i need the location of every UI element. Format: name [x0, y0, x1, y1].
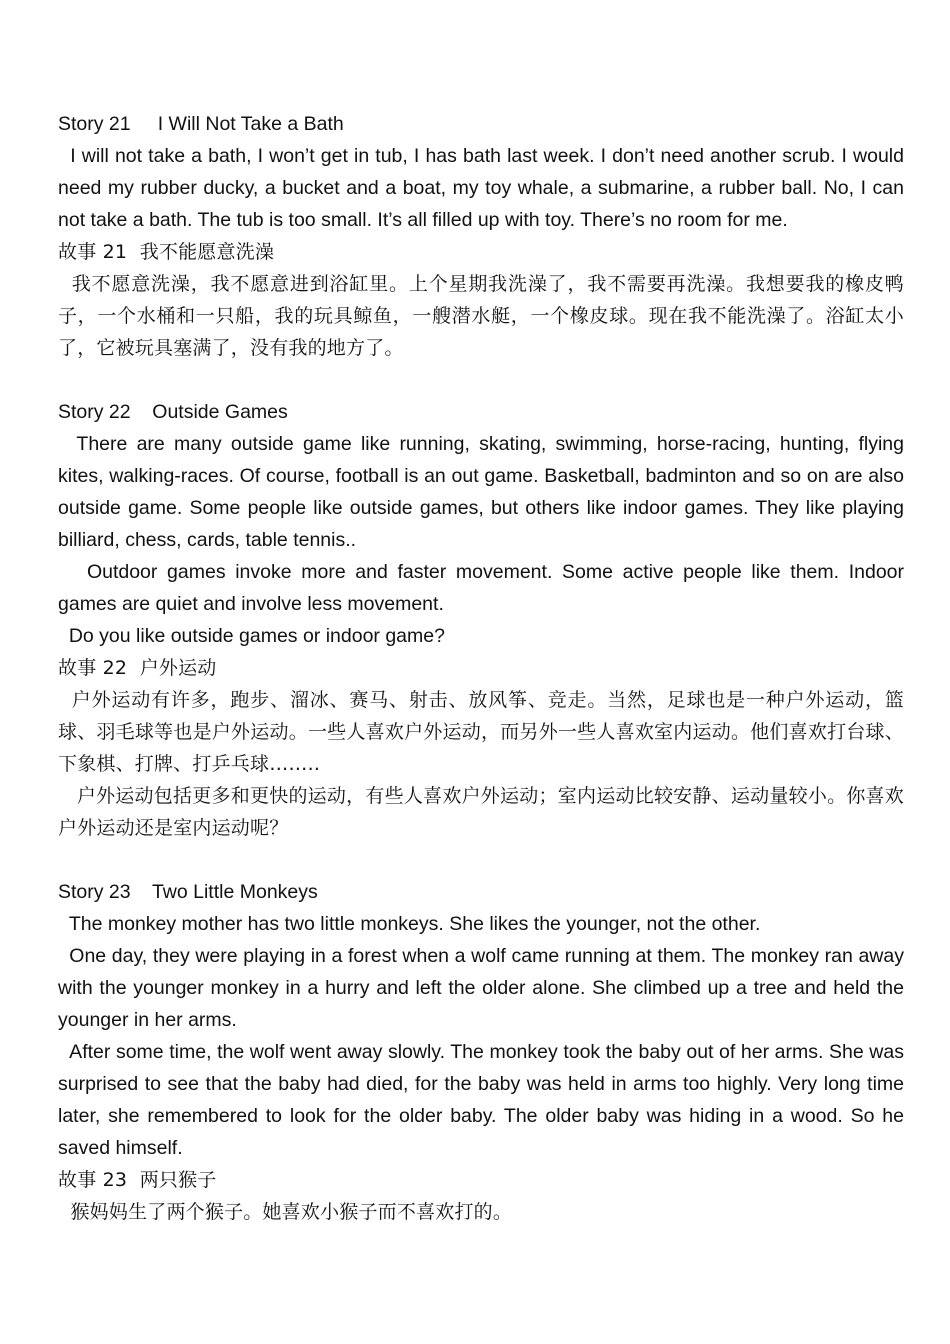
section-gap: [58, 844, 904, 876]
story-22-paragraph-en-1: There are many outside game like running, skating, swimming, horse-racing, hunting, flying kites, walking-races. Of course, football is an out game. Basketball, badminton and so on are also outside game. Some people like outside games, but others like indoor games. They like playing billiard, chess, cards, table tennis..: [58, 433, 904, 551]
story-22: [58, 396, 904, 844]
story-21-title-zh: 故事 21 我不能愿意洗澡: [58, 241, 275, 263]
story-22-paragraph-en-2: Outdoor games invoke more and faster movement. Some active people like them. Indoor games are quiet and involve less movement.: [58, 561, 904, 615]
story-22-paragraph-en-3: Do you like outside games or indoor game?: [58, 625, 445, 647]
story-21-title-en: Story 21 I Will Not Take a Bath: [58, 113, 344, 135]
story-23-paragraph-en-2: One day, they were playing in a forest when a wolf came running at them. The monkey ran away with the younger monkey in a hurry and left the older alone. She climbed up a tree and held the younger in her arms.: [58, 945, 904, 1031]
section-gap: [58, 364, 904, 396]
story-23-title-en: Story 23 Two Little Monkeys: [58, 881, 318, 903]
story-23-paragraph-en-1: The monkey mother has two little monkeys. She likes the younger, not the other.: [58, 913, 761, 935]
story-21-paragraph-en: I will not take a bath, I won’t get in tub, I has bath last week. I don’t need another scrub. I would need my rubber ducky, a bucket and a boat, my toy whale, a submarine, a rubber ball. No, I can not take a bath. The tub is too small. It’s all filled up with toy. There’s no room for me.: [58, 145, 904, 231]
story-22-paragraph-zh-2: 户外运动包括更多和更快的运动，有些人喜欢户外运动；室内运动比较安静、运动量较小。你喜欢户外运动还是室内运动呢？: [58, 785, 904, 839]
story-22-title-en: Story 22 Outside Games: [58, 401, 288, 423]
story-23-paragraph-en-3: After some time, the wolf went away slowly. The monkey took the baby out of her arms. She was surprised to see that the baby had died, for the baby was held in arms too highly. Very long time later, she remembered to look for the older baby. The older baby was hiding in a wood. So he saved himself.: [58, 1041, 904, 1159]
story-22-paragraph-zh-1: 户外运动有许多，跑步、溜冰、赛马、射击、放风筝、竞走。当然，足球也是一种户外运动，篮球、羽毛球等也是户外运动。一些人喜欢户外运动，而另外一些人喜欢室内运动。他们喜欢打台球、下象棋、打牌、打乒乓球……..: [58, 689, 904, 775]
story-23-paragraph-zh-1: 猴妈妈生了两个猴子。她喜欢小猴子而不喜欢打的。: [58, 1201, 513, 1223]
story-21-paragraph-zh: 我不愿意洗澡，我不愿意进到浴缸里。上个星期我洗澡了，我不需要再洗澡。我想要我的橡皮鸭子，一个水桶和一只船，我的玩具鲸鱼，一艘潜水艇，一个橡皮球。现在我不能洗澡了。浴缸太小了，它被玩具塞满了，没有我的地方了。: [58, 273, 904, 359]
story-21: [58, 108, 904, 364]
story-23-title-zh: 故事 23 两只猴子: [58, 1169, 217, 1191]
story-23: [58, 876, 904, 1228]
story-22-title-zh: 故事 22 户外运动: [58, 657, 217, 679]
